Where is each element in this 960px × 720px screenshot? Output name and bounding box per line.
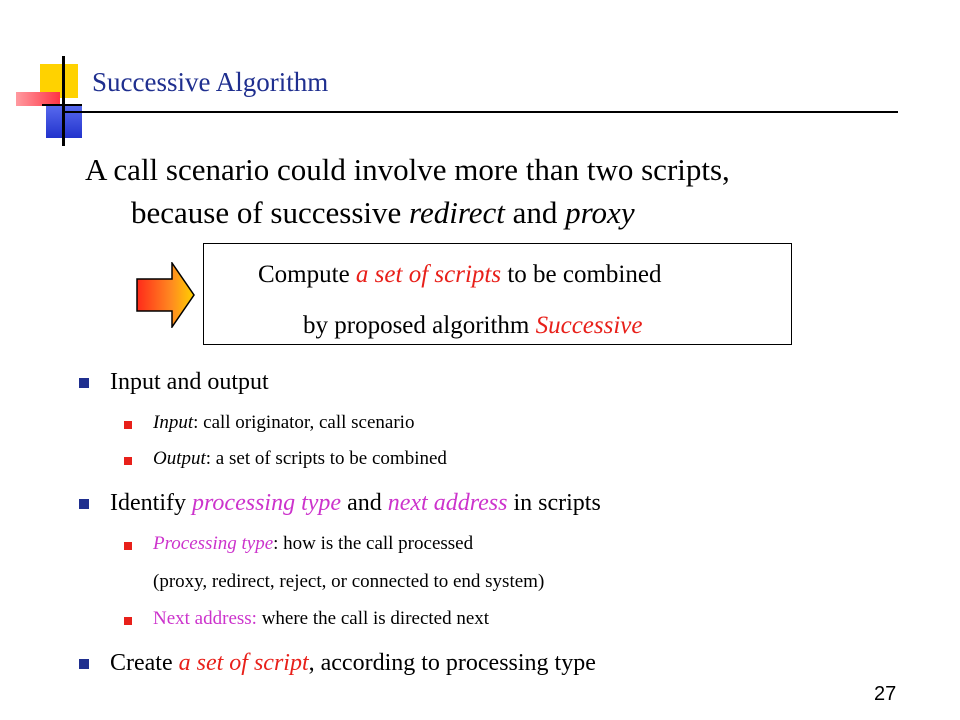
- sub-bullet-text: : call originator, call scenario: [193, 412, 415, 433]
- box-line-1: [258, 259, 661, 291]
- sub-bullet-term: Input: [153, 412, 194, 433]
- sub-bullet-text: : a set of scripts to be combined: [205, 448, 447, 469]
- bullet-square-icon: [79, 659, 89, 669]
- heading-text: and: [504, 195, 566, 230]
- bullet-square-icon: [79, 378, 89, 388]
- sub-bullet-square-icon: [124, 457, 132, 465]
- box-text: Compute: [258, 261, 356, 288]
- bullet-text: Create: [110, 650, 179, 676]
- slide-title: Successive Algorithm: [92, 67, 329, 97]
- sub-bullet-output: [153, 446, 447, 472]
- sub-bullet-square-icon: [124, 542, 132, 550]
- box-line-2: [303, 310, 643, 342]
- bullet-highlight: next address: [387, 490, 508, 516]
- sub-bullet-term: Next address:: [153, 608, 257, 629]
- bullet-square-icon: [79, 499, 89, 509]
- box-text: to be combined: [501, 261, 662, 288]
- box-text: by proposed algorithm: [303, 312, 536, 339]
- bullet-highlight: processing type: [191, 490, 342, 516]
- heading-redirect: redirect: [409, 195, 505, 230]
- sub-bullet-term: Processing type: [153, 533, 274, 554]
- bullet-identify: [110, 488, 601, 518]
- sub-bullet-text: where the call is directed next: [256, 608, 490, 629]
- sub-bullet-next-address: [153, 606, 489, 632]
- sub-bullet-input: [153, 410, 414, 436]
- box-highlight: a set of scripts: [355, 261, 502, 288]
- sub-bullet-term: Output: [153, 448, 206, 469]
- bullet-create: [110, 648, 596, 678]
- sub-bullet-square-icon: [124, 421, 132, 429]
- heading-line-1: A call scenario could involve more than two scripts,: [85, 152, 730, 187]
- bullet-text: and: [341, 490, 388, 516]
- corner-squares-icon: [0, 0, 100, 150]
- title-rule: [62, 111, 898, 113]
- heading-text: because of successive: [131, 195, 410, 230]
- sub-bullet-text: : how is the call processed: [273, 533, 474, 554]
- bullet-text: Identify: [110, 490, 192, 516]
- heading-line-2: [131, 194, 635, 232]
- box-highlight: Successive: [535, 312, 643, 339]
- arrow-icon: [136, 262, 196, 328]
- heading-proxy: proxy: [565, 195, 635, 230]
- bullet-text: in scripts: [507, 490, 601, 516]
- sub-bullet-square-icon: [124, 617, 132, 625]
- sub-bullet-continuation: (proxy, redirect, reject, or connected to end system): [153, 571, 545, 592]
- bullet-highlight: a set of script: [178, 650, 309, 676]
- corner-decoration: [0, 0, 100, 150]
- sub-bullet-processing-type: [153, 531, 473, 557]
- bullet-text: , according to processing type: [308, 650, 596, 676]
- page-number: 27: [874, 683, 897, 705]
- bullet-input-output: Input and output: [110, 369, 269, 395]
